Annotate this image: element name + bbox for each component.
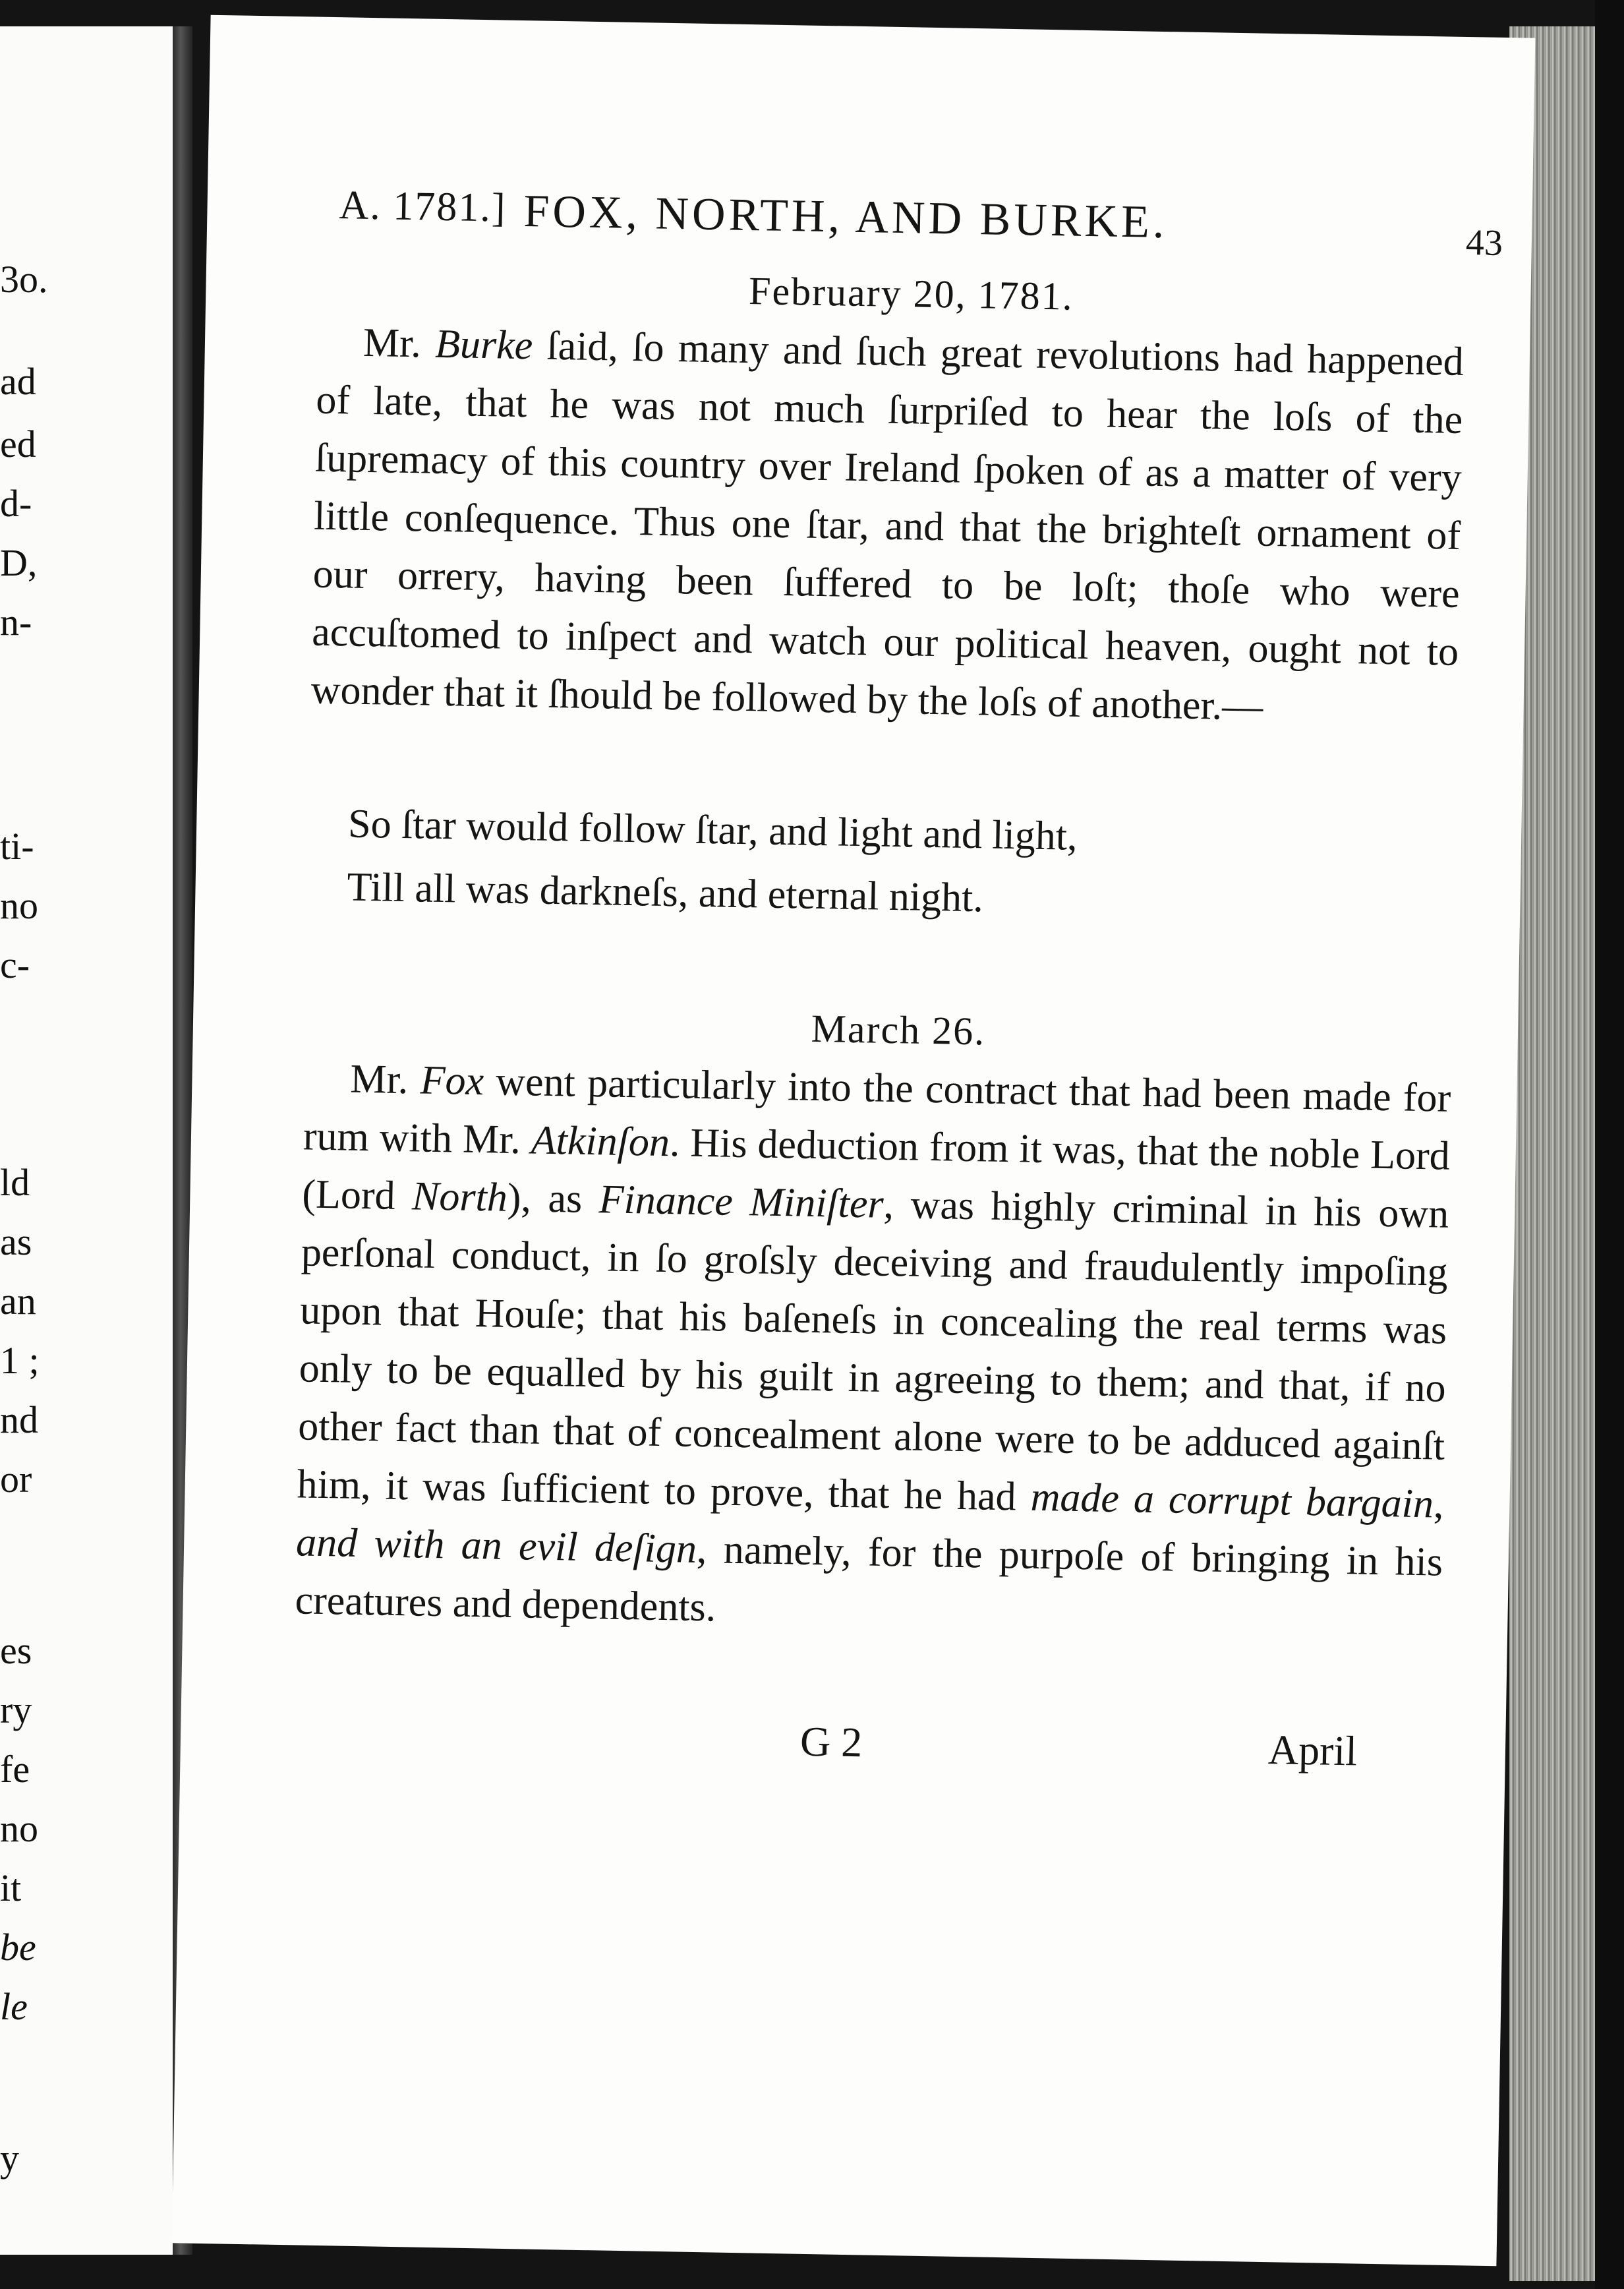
left-fragment: es <box>0 1629 32 1672</box>
signature-mark: G 2 <box>799 1717 863 1766</box>
entry-march <box>295 997 1492 1650</box>
left-fragment: le <box>0 1985 28 2028</box>
left-fragment: nd <box>0 1398 38 1441</box>
left-page-text-fragments <box>0 26 171 2255</box>
speech-paragraph <box>310 313 1503 740</box>
left-fragment: n- <box>0 601 32 643</box>
text-run: , namely, for the purpoſe of bringing in his creatures and dependents. <box>295 1526 1443 1630</box>
text-run: ), as <box>507 1175 600 1222</box>
title-phrase: Finance Miniſter <box>598 1177 884 1227</box>
entry-date: February 20, 1781. <box>748 269 1074 318</box>
verse-line: So ſtar would follow ſtar, and light and light, <box>347 801 1078 859</box>
verse-line: Till all was darkneſs, and eternal night. <box>346 864 984 921</box>
left-fragment: it <box>0 1866 22 1909</box>
text-run: Mr. <box>362 320 436 367</box>
left-fragment: y <box>0 2137 19 2180</box>
text-run: , <box>1433 1481 1445 1527</box>
left-fragment: ry <box>0 1688 32 1731</box>
entry-date: March 26. <box>811 1006 986 1054</box>
text-run: Mr. <box>349 1056 421 1103</box>
left-fragment: ad <box>0 360 36 403</box>
person-name: Atkinſon <box>531 1117 670 1166</box>
speaker-name: Fox <box>420 1057 484 1104</box>
page-number: 43 <box>1465 222 1503 264</box>
main-page <box>172 15 1536 2267</box>
entry-february <box>307 261 1505 939</box>
catchword: April <box>1267 1726 1358 1775</box>
left-fragment: 3o. <box>0 258 48 301</box>
left-fragment: ld <box>0 1161 30 1204</box>
scan-border <box>1595 0 1624 2289</box>
page-footer <box>292 1708 1480 1808</box>
person-name: North <box>411 1174 508 1220</box>
left-fragment: c- <box>0 943 30 986</box>
left-fragment: no <box>0 1807 38 1850</box>
running-head-year: A. 1781.] <box>339 183 508 231</box>
left-fragment: d- <box>0 482 32 525</box>
emphasis-phrase: and with an evil deſign <box>295 1520 697 1572</box>
speaker-name: Burke <box>434 321 533 369</box>
speech-paragraph <box>295 1049 1491 1650</box>
text-run: . His deduction from it was, that the noble Lord (Lord <box>301 1120 1451 1219</box>
left-fragment: 1 ; <box>0 1339 40 1382</box>
running-head-title: FOX, NORTH, AND BURKE. <box>523 186 1169 249</box>
text-run: ſaid, ſo many and ſuch great revolutions had happened of late, that he was not much ſurpriſed to hear the loſs of the ſupremacy of this country over Ireland ſpoken of as a matter of very little conſequence. Thus one ſtar, and that the brighteſt ornament of our orrery, having been ſuffered to be loſt; thoſe who were accuſtomed to inſpect and watch our political heaven, ought not to wonder that it ſhould be followed by the loſs of another.— <box>310 323 1464 729</box>
emphasis-phrase: made a corrupt bargain <box>1030 1474 1434 1527</box>
left-fragment: an <box>0 1280 36 1323</box>
left-fragment: D, <box>0 541 38 584</box>
text-run: , was highly criminal in his own perſonal conduct, in ſo groſsly deceiving and fraudulently impoſing upon that Houſe; that his baſeneſs in concealing the real terms was only to be equalled by his guilt in agreeing to them; and that, if no other fact than that of concealment alone were to be adduced againſt him, it was ſufficient to prove, that he had <box>297 1181 1449 1520</box>
left-fragment: ed <box>0 423 36 465</box>
left-fragment: no <box>0 884 38 927</box>
verse-quotation <box>347 792 1495 939</box>
page-text <box>292 175 1506 1808</box>
left-fragment: ti- <box>0 825 34 868</box>
left-facing-page <box>0 26 177 2255</box>
text-run: went particularly into the contract that had been made for rum with Mr. <box>303 1059 1451 1163</box>
left-fragment: or <box>0 1458 32 1501</box>
left-fragment: be <box>0 1926 36 1969</box>
left-fragment: fe <box>0 1748 30 1791</box>
left-fragment: as <box>0 1220 32 1263</box>
